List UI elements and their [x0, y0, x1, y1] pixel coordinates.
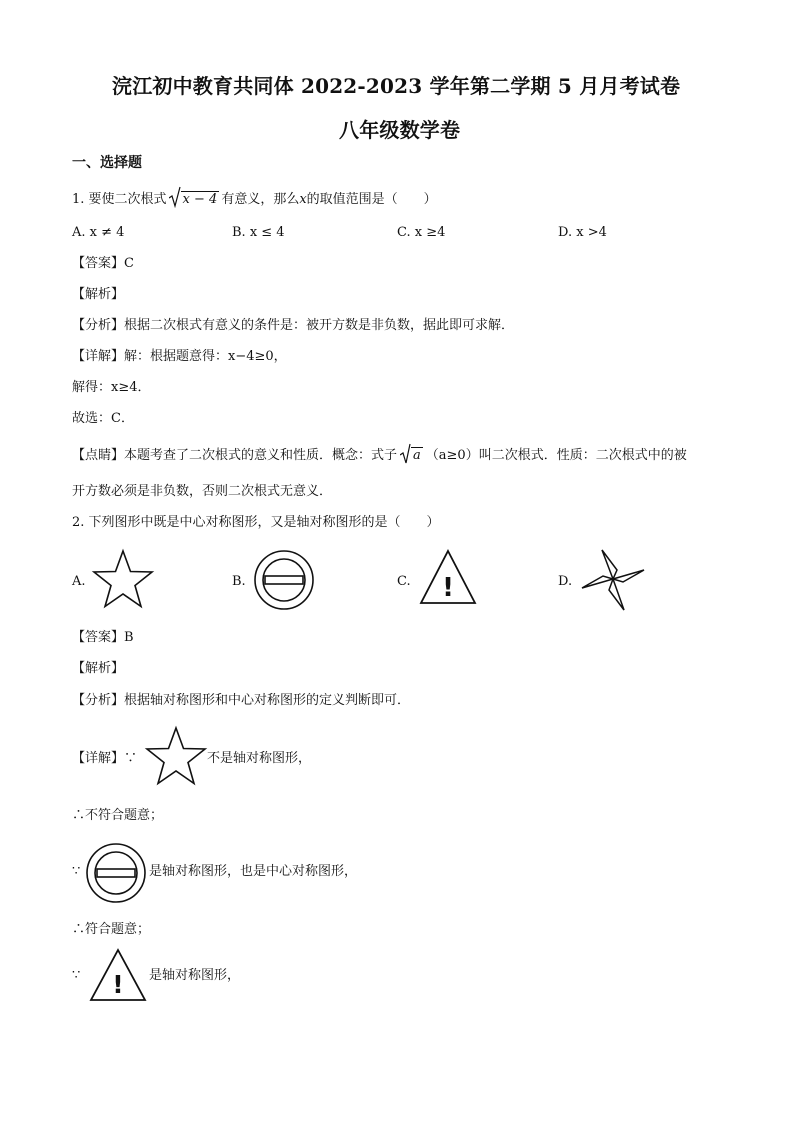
q1-dianjing-c: 开方数必须是非负数，否则二次根式无意义． — [72, 484, 333, 499]
q1-dianjing-radical — [400, 446, 423, 466]
q1-dianjing-a: 【点睛】本题考查了二次根式的意义和性质．概念：式子 — [72, 448, 398, 463]
q1-dianjing-radicand: a — [413, 448, 421, 463]
q1-jiexi: 【解析】 — [72, 287, 125, 302]
q1-stem-c: 的取值范围是（ ） — [306, 192, 437, 207]
q2-circle-text: 是轴对称图形，也是中心对称图形， — [149, 864, 358, 879]
section-heading: 一、选择题 — [72, 155, 142, 171]
pinwheel-icon — [580, 548, 648, 612]
star-icon — [144, 725, 208, 787]
q1-jiede: 解得：x≥4． — [72, 380, 151, 395]
q1-guxuan: 故选：C． — [72, 411, 134, 426]
q1-option-d: D. x >4 — [558, 225, 607, 240]
warning-triangle-icon — [88, 947, 148, 1003]
page-subtitle: 八年级数学卷 — [339, 118, 461, 142]
q1-stem-a: 1. 要使二次根式 — [72, 192, 167, 207]
q2-option-a: A. — [72, 574, 86, 589]
circle-bar-icon — [253, 549, 315, 611]
q2-option-b: B. — [232, 574, 246, 589]
q2-option-c: C. — [397, 574, 411, 589]
q1-xiangjie: 【详解】解：根据题意得：x−4≥0， — [72, 349, 287, 364]
q1-option-c: C. x ≥4 — [397, 225, 446, 240]
q2-star-text: 不是轴对称图形， — [207, 751, 312, 766]
q2-stem: 2. 下列图形中既是中心对称图形，又是轴对称图形的是（ ） — [72, 515, 440, 530]
warning-mark: ! — [442, 573, 454, 603]
q2-fenxi: 【分析】根据轴对称图形和中心对称图形的定义判断即可． — [72, 693, 411, 708]
circle-bar-icon — [85, 842, 147, 904]
q1-dianjing — [72, 446, 687, 466]
q1-option-b: B. x ≤ 4 — [232, 225, 285, 240]
q2-option-d: D. — [558, 574, 573, 589]
q1-answer: 【答案】C — [72, 256, 134, 271]
page-title: 浣江初中教育共同体 2022-2023 学年第二学期 5 月月考试卷 — [112, 74, 681, 98]
q1-radicand: x − 4 — [182, 192, 218, 207]
q1-option-a: A. x ≠ 4 — [72, 225, 125, 240]
q2-because-c: ∵ — [72, 968, 81, 983]
q2-line-b: ∴符合题意； — [72, 922, 151, 937]
q1-var: x — [299, 192, 307, 207]
q1-fenxi: 【分析】根据二次根式有意义的条件是：被开方数是非负数，据此即可求解． — [72, 318, 515, 333]
warning-mark: ! — [112, 970, 124, 999]
q1-stem-b: 有意义，那么 — [221, 192, 300, 207]
q1-dianjing-b: （a≥0）叫二次根式．性质：二次根式中的被 — [425, 448, 687, 463]
q2-xiangjie-prefix: 【详解】∵ — [72, 751, 138, 766]
q1-stem — [72, 190, 437, 210]
q1-radical — [169, 190, 220, 210]
warning-triangle-icon — [418, 548, 478, 606]
q2-answer: 【答案】B — [72, 630, 134, 645]
star-icon — [90, 548, 156, 610]
q2-jiexi: 【解析】 — [72, 661, 125, 676]
q2-line-a: ∴不符合题意； — [72, 808, 164, 823]
q2-because-b: ∵ — [72, 864, 81, 879]
q2-triangle-text: 是轴对称图形， — [149, 968, 241, 983]
